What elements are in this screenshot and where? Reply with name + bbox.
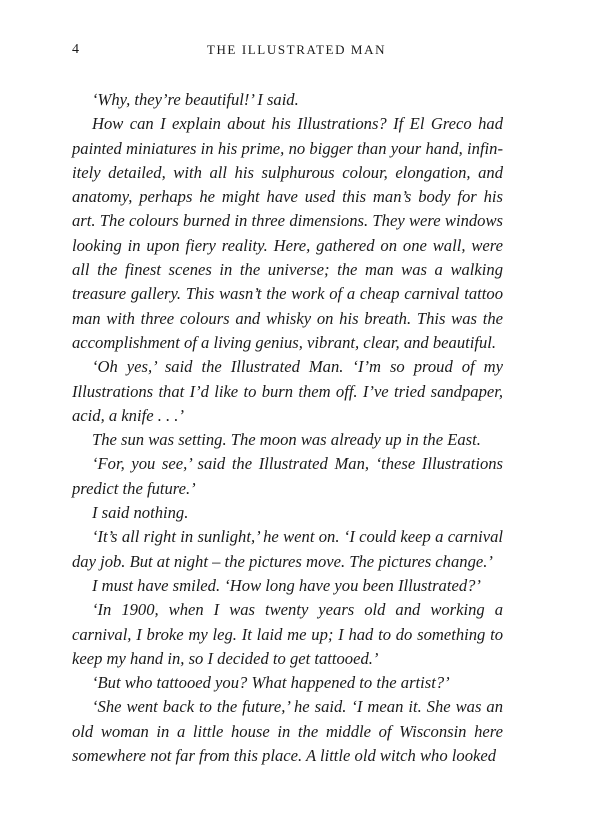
paragraph: I said nothing. <box>92 503 189 523</box>
paragraph: ‘For, you see,’ said the Illustrated Man, ‘these Illustrations predict the future.’ <box>72 454 503 498</box>
paragraph: The sun was setting. The moon was already up in the East. <box>92 430 481 450</box>
paragraph: ‘It’s all right in sunlight,’ he went on. ‘I could keep a carnival day job. But at night – the pictures move. The pictures change.’ <box>72 527 503 571</box>
body-text <box>72 88 503 768</box>
page-number: 4 <box>72 42 80 57</box>
paragraph: I must have smiled. ‘How long have you been Illustrated?’ <box>92 575 481 595</box>
paragraph: ‘In 1900, when I was twenty years old and working a carnival, I broke my leg. It laid me up; I had to do something to keep my hand in, so I decided to get tattooed.’ <box>72 600 503 668</box>
paragraph: How can I explain about his Illustrations? If El Greco had painted miniatures in his prime, no bigger than your hand, infinitely detailed, with all his sulphurous colour, elongation, and anatomy, perhaps he might have used this man’s body for his art. The colours burned in three dimensions. They were windows looking in upon fiery reality. Here, gathered on one wall, were all the finest scenes in the universe; the man was a walking treasure gallery. This wasn’t the work of a cheap carnival tattoo man with three colours and whisky on his breath. This was the accomplishment of a living genius, vibrant, clear, and beautiful. <box>72 114 503 352</box>
paragraph: ‘Oh yes,’ said the Illustrated Man. ‘I’m so proud of my Illustrations that I’d like to burn them off. I’ve tried sandpaper, acid, a knife . . .’ <box>72 357 503 425</box>
paragraph: ‘She went back to the future,’ he said. ‘I mean it. She was an old woman in a little house in the middle of Wisconsin here somewhere not far from this place. A little old witch who looked <box>72 697 503 766</box>
page-header <box>72 42 521 62</box>
paragraph: ‘Why, they’re beautiful!’ I said. <box>92 90 299 109</box>
running-head: THE ILLUSTRATED MAN <box>206 42 387 57</box>
paragraph: ‘But who tattooed you? What happened to the artist?’ <box>92 673 450 693</box>
